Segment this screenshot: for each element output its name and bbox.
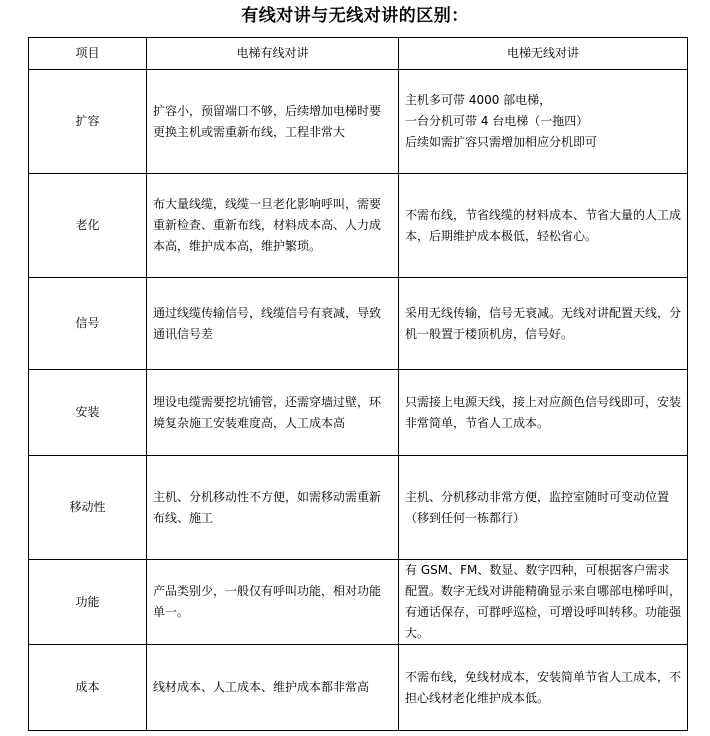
row-wireless: 不需布线，节省线缆的材料成本、节省大量的人工成本，后期维护成本极低，轻松省心。 (399, 174, 688, 278)
row-wired: 通过线缆传输信号，线缆信号有衰减，导致通讯信号差 (147, 278, 399, 370)
row-wireless (399, 70, 688, 174)
row-wireless: 只需接上电源天线，接上对应颜色信号线即可，安装非常简单，节省人工成本。 (399, 370, 688, 456)
row-wireless-line: 后续如需扩容只需增加相应分机即可 (405, 135, 598, 149)
header-item: 项目 (29, 38, 147, 70)
row-item: 扩容 (29, 70, 147, 174)
table-row-cost (29, 645, 688, 731)
row-wireless: 主机、分机移动非常方便，监控室随时可变动位置（移到任何一栋都行） (399, 456, 688, 560)
table-row-mobility (29, 456, 688, 560)
row-wired: 布大量线缆，线缆一旦老化影响呼叫，需要重新检查、重新布线，材料成本高、人力成本高，维护成本高，维护繁琐。 (147, 174, 399, 278)
row-wired: 线材成本、人工成本、维护成本都非常高 (147, 645, 399, 731)
row-wired: 产品类别少，一般仅有呼叫功能，相对功能单一。 (147, 560, 399, 645)
row-item: 功能 (29, 560, 147, 645)
page-title: 有线对讲与无线对讲的区别： (241, 6, 469, 26)
row-wireless: 不需布线，免线材成本，安装简单节省人工成本，不担心线材老化维护成本低。 (399, 645, 688, 731)
row-wired: 埋设电缆需要挖坑铺管，还需穿墙过壁，环境复杂施工安装难度高，人工成本高 (147, 370, 399, 456)
row-item: 成本 (29, 645, 147, 731)
row-item: 信号 (29, 278, 147, 370)
table-row-function (29, 560, 688, 645)
table-row-installation (29, 370, 688, 456)
row-wired: 扩容小，预留端口不够，后续增加电梯时要更换主机或需重新布线，工程非常大 (147, 70, 399, 174)
row-item: 老化 (29, 174, 147, 278)
table-row-expansion (29, 70, 688, 174)
table-row-signal (29, 278, 688, 370)
row-wired: 主机、分机移动性不方便，如需移动需重新布线、施工 (147, 456, 399, 560)
table-row-aging (29, 174, 688, 278)
row-wireless: 有 GSM、FM、数显、数字四种，可根据客户需求配置。数字无线对讲能精确显示来自哪部电梯呼叫，有通话保存，可群呼巡检，可增设呼叫转移。功能强大。 (399, 560, 688, 645)
row-wireless: 采用无线传输，信号无衰减。无线对讲配置天线，分机一般置于楼顶机房，信号好。 (399, 278, 688, 370)
table-header-row (29, 38, 688, 70)
header-wired: 电梯有线对讲 (147, 38, 399, 70)
row-item: 移动性 (29, 456, 147, 560)
comparison-table (28, 37, 688, 731)
header-wireless: 电梯无线对讲 (399, 38, 688, 70)
row-wireless-line: 一台分机可带 4 台电梯（一拖四） (405, 114, 589, 128)
row-wireless-line: 主机多可带 4000 部电梯， (405, 93, 552, 107)
row-item: 安装 (29, 370, 147, 456)
